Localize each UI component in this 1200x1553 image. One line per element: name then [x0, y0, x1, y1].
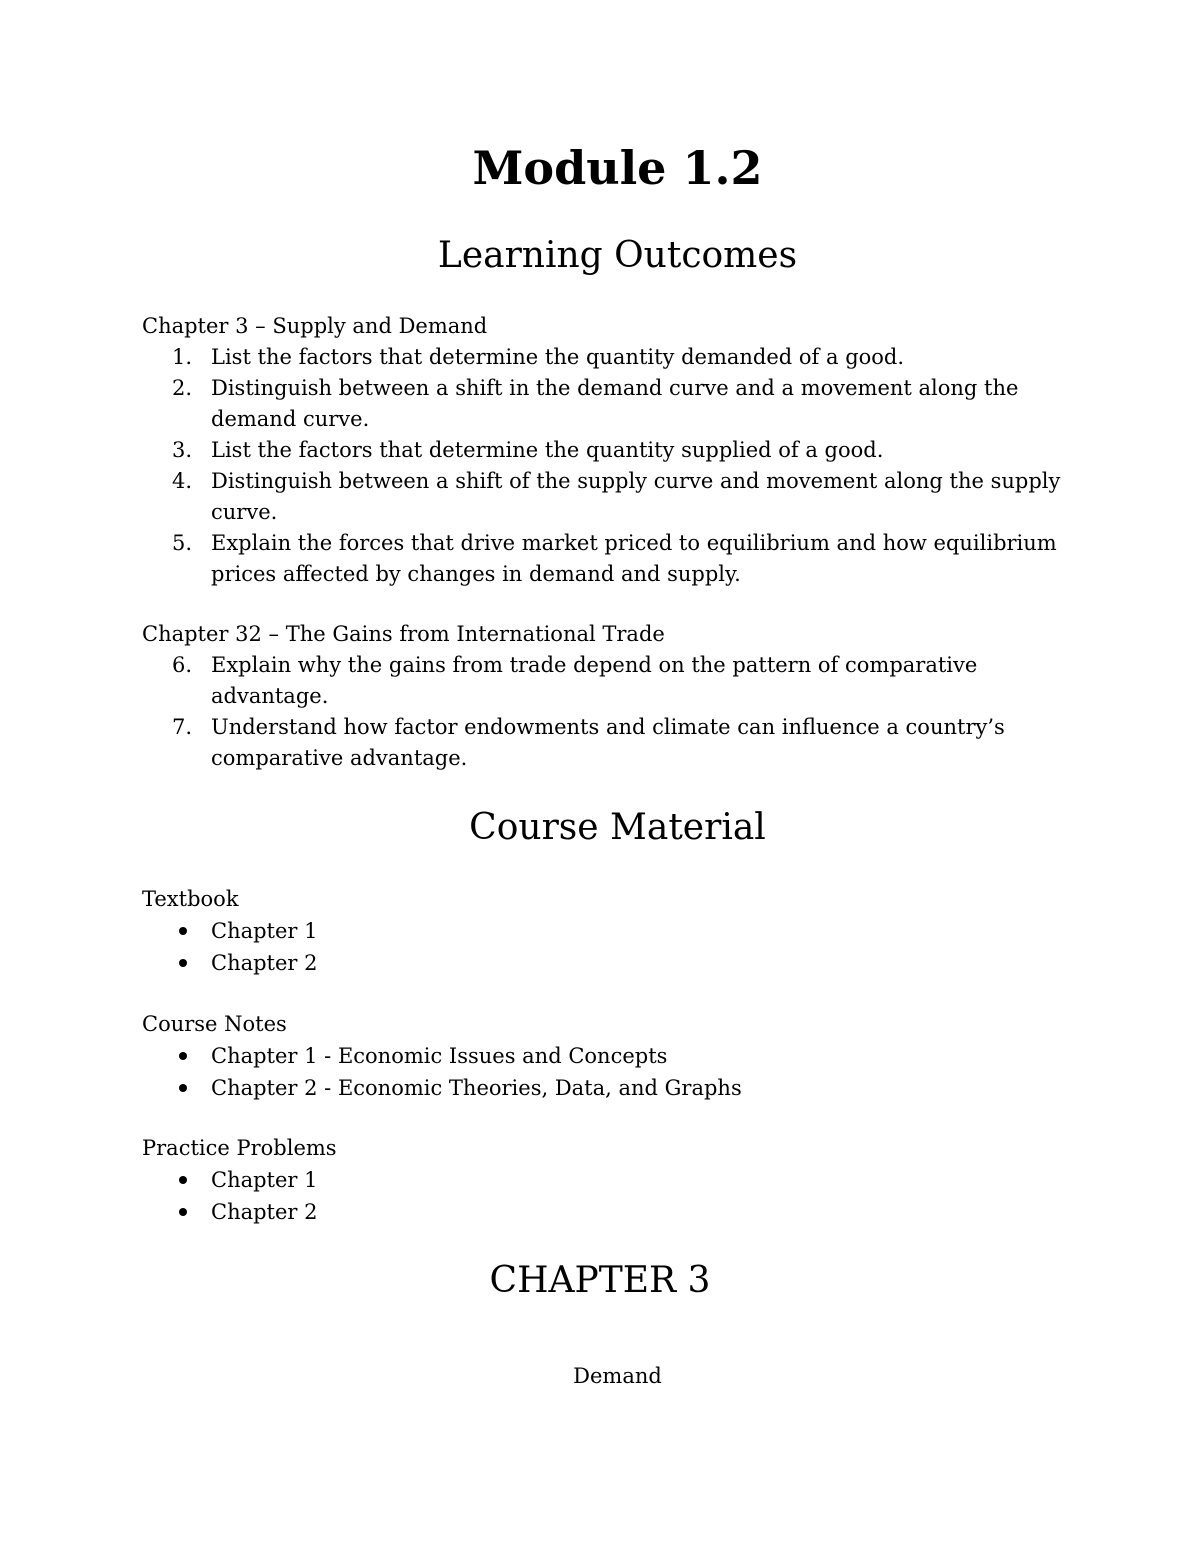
textbook-section: [142, 884, 1062, 979]
list-item-text: List the factors that determine the quantity supplied of a good.: [211, 438, 884, 462]
bullet-icon: [179, 959, 187, 967]
list-item: [142, 650, 1062, 712]
chapter32-outcomes-section: [142, 619, 1062, 774]
practice-problems-label: Practice Problems: [142, 1136, 337, 1160]
list-number: 2.: [172, 376, 193, 400]
list-number: 7.: [172, 715, 193, 739]
list-number: 1.: [172, 345, 193, 369]
course-material-heading: Course Material: [469, 807, 766, 848]
list-item-text: Explain why the gains from trade depend on the pattern of comparative advantage.: [211, 653, 978, 708]
list-item: [142, 1040, 1062, 1072]
list-item-text: Chapter 1 - Economic Issues and Concepts: [211, 1044, 668, 1068]
course-notes-label: Course Notes: [142, 1012, 287, 1036]
list-item-text: List the factors that determine the quantity demanded of a good.: [211, 345, 905, 369]
chapter3-outcomes-section: [142, 311, 1062, 590]
bullet-icon: [179, 1208, 187, 1216]
practice-problems-section: [142, 1133, 1062, 1228]
list-item: [142, 915, 1062, 947]
chapter3-outcomes-list: [142, 342, 1062, 590]
textbook-label: Textbook: [142, 887, 239, 911]
chapter32-outcomes-label: Chapter 32 – The Gains from International Trade: [142, 622, 665, 646]
list-item: [142, 373, 1062, 435]
list-item-text: Distinguish between a shift of the supply curve and movement along the supply curve.: [211, 469, 1061, 524]
page-title: Module 1.2: [472, 141, 763, 195]
course-notes-list: [142, 1040, 1062, 1104]
list-item: [142, 1196, 1062, 1228]
bullet-icon: [179, 927, 187, 935]
list-number: 4.: [172, 469, 193, 493]
chapter-subheading: Demand: [573, 1364, 662, 1388]
list-item-text: Chapter 2: [211, 1200, 318, 1224]
practice-problems-list: [142, 1164, 1062, 1228]
list-item-text: Chapter 2 - Economic Theories, Data, and Graphs: [211, 1076, 742, 1100]
list-item-text: Explain the forces that drive market priced to equilibrium and how equilibrium prices affected by changes in demand and supply.: [211, 531, 1057, 586]
list-item-text: Chapter 2: [211, 951, 318, 975]
bullet-icon: [179, 1052, 187, 1060]
list-number: 3.: [172, 438, 193, 462]
list-item-text: Distinguish between a shift in the demand curve and a movement along the demand curve.: [211, 376, 1019, 431]
list-item-text: Chapter 1: [211, 1168, 318, 1192]
list-item: [142, 712, 1062, 774]
bullet-icon: [179, 1176, 187, 1184]
list-item: [142, 1072, 1062, 1104]
list-number: 5.: [172, 531, 193, 555]
list-item: [142, 947, 1062, 979]
course-notes-section: [142, 1009, 1062, 1104]
list-item-text: Chapter 1: [211, 919, 318, 943]
textbook-list: [142, 915, 1062, 979]
chapter32-outcomes-list: [142, 650, 1062, 774]
list-item: [142, 528, 1062, 590]
list-number: 6.: [172, 653, 193, 677]
list-item: [142, 435, 1062, 466]
chapter-heading: CHAPTER 3: [489, 1260, 711, 1301]
list-item: [142, 466, 1062, 528]
list-item: [142, 342, 1062, 373]
list-item: [142, 1164, 1062, 1196]
chapter3-outcomes-label: Chapter 3 – Supply and Demand: [142, 314, 488, 338]
bullet-icon: [179, 1084, 187, 1092]
list-item-text: Understand how factor endowments and climate can influence a country’s comparative advantage.: [211, 715, 1005, 770]
learning-outcomes-heading: Learning Outcomes: [437, 235, 798, 276]
